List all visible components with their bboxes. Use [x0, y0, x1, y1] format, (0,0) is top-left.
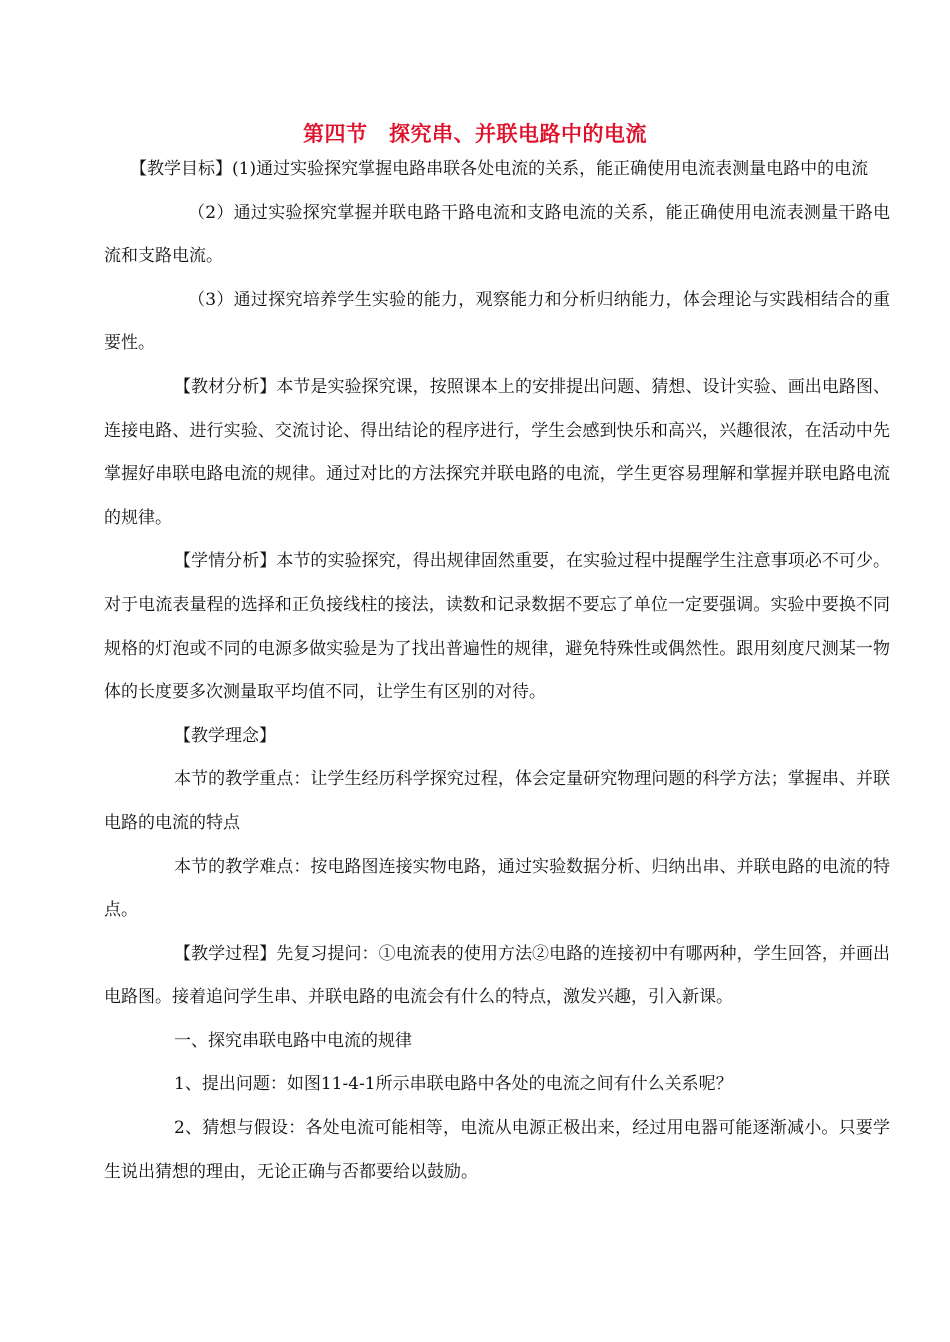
- paragraph-difficult-points: 本节的教学难点：按电路图连接实物电路，通过实验数据分析、归纳出串、并联电路的电流的特点。: [104, 856, 890, 921]
- paragraph-step-1: 1、提出问题：如图11-4-1所示串联电路中各处的电流之间有什么关系呢？: [174, 1074, 733, 1095]
- section-title: 第四节 探究串、并联电路中的电流: [303, 121, 647, 146]
- document-body: [104, 148, 890, 1194]
- paragraph-teaching-goal-3: （3）通过探究培养学生实验的能力，观察能力和分析归纳能力，体会理论与实践相结合的重要性。: [104, 289, 890, 354]
- paragraph-step-2: 2、猜想与假设：各处电流可能相等，电流从电源正极出来，经过用电器可能逐渐减小。只要学生说出猜想的理由，无论正确与否都要给以鼓励。: [104, 1118, 890, 1182]
- paragraph-student-analysis: 【学情分析】本节的实验探究，得出规律固然重要，在实验过程中提醒学生注意事项必不可少。对于电流表量程的选择和正负接线柱的接法，读数和记录数据不要忘了单位一定要强调。实验中要换不同规格的灯泡或不同的电源多做实验是为了找出普遍性的规律，避免特殊性或偶然性。跟用刻度尺测某一物体的长度要多次测量取平均值不同，让学生有区别的对待。: [104, 551, 890, 703]
- paragraph-material-analysis: 【教材分析】本节是实验探究课，按照课本上的安排提出问题、猜想、设计实验、画出电路图、连接电路、进行实验、交流讨论、得出结论的程序进行，学生会感到快乐和高兴，兴趣很浓，在活动中先掌握好串联电路电流的规律。通过对比的方法探究并联电路的电流，学生更容易理解和掌握并联电路电流的规律。: [104, 376, 890, 528]
- paragraph-teaching-goal-2: （2）通过实验探究掌握并联电路干路电流和支路电流的关系，能正确使用电流表测量干路电流和支路电流。: [104, 202, 890, 267]
- paragraph-teaching-concept-heading: 【教学理念】: [174, 725, 276, 746]
- paragraph-key-points: 本节的教学重点：让学生经历科学探究过程，体会定量研究物理问题的科学方法；掌握串、并联电路的电流的特点: [104, 769, 890, 833]
- paragraph-teaching-process: 【教学过程】先复习提问：①电流表的使用方法②电路的连接初中有哪两种，学生回答，并画出电路图。接着追问学生串、并联电路的电流会有什么的特点，激发兴趣，引入新课。: [104, 943, 890, 1008]
- paragraph-teaching-goal-1: 【教学目标】(1)通过实验探究掌握电路串联各处电流的关系，能正确使用电流表测量电路中的电流: [130, 159, 869, 179]
- paragraph-section-one-heading: 一、探究串联电路中电流的规律: [174, 1030, 412, 1051]
